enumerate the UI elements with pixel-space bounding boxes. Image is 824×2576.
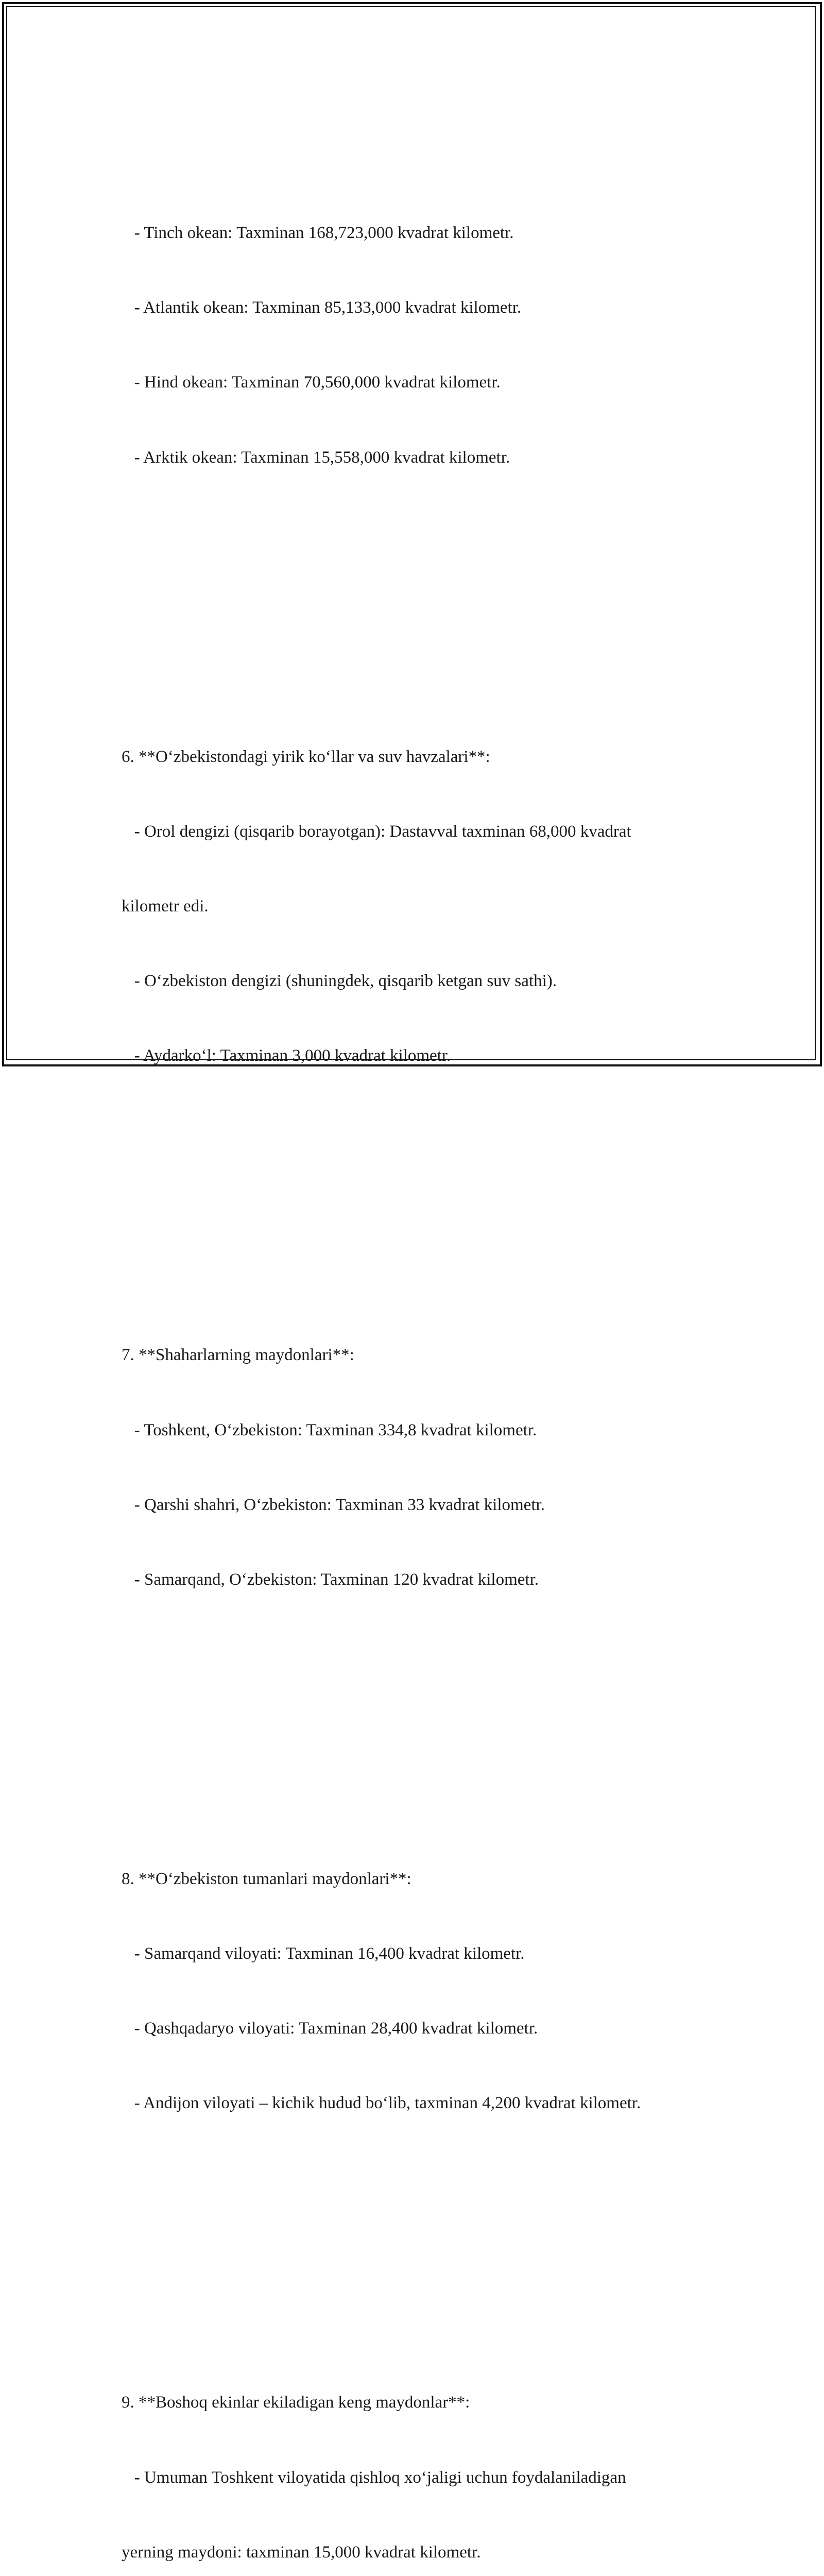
list-item: - Qashqadaryo viloyati: Taxminan 28,400 kvadrat kilometr. <box>122 2016 714 2041</box>
list-item: - Oʻzbekiston dengizi (shuningdek, qisqarib ketgan suv sathi). <box>122 969 714 993</box>
list-item-continuation: kilometr edi. <box>122 894 714 919</box>
list-item: - Andijon viloyati – kichik hudud boʻlib, taxminan 4,200 kvadrat kilometr. <box>122 2091 714 2115</box>
oceans-list <box>122 171 714 520</box>
section-9-fields <box>122 2341 714 2576</box>
list-item: - Tinch okean: Taxminan 168,723,000 kvadrat kilometr. <box>122 221 714 245</box>
section-heading: 7. **Shaharlarning maydonlari**: <box>122 1343 714 1367</box>
section-6-lakes <box>122 694 714 1118</box>
list-item: - Orol dengizi (qisqarib borayotgan): Dastavval taxminan 68,000 kvadrat <box>122 819 714 844</box>
list-item: - Samarqand viloyati: Taxminan 16,400 kvadrat kilometr. <box>122 1941 714 1966</box>
paragraph-gap <box>122 2215 714 2240</box>
section-8-regions <box>122 1817 714 2166</box>
section-heading: 9. **Boshoq ekinlar ekiladigan keng maydonlar**: <box>122 2390 714 2415</box>
paragraph-gap <box>122 570 714 595</box>
list-item-continuation: yerning maydoni: taxminan 15,000 kvadrat kilometr. <box>122 2540 714 2565</box>
list-item: - Umuman Toshkent viloyatida qishloq xoʻjaligi uchun foydalaniladigan <box>122 2465 714 2490</box>
section-7-cities <box>122 1293 714 1642</box>
list-item: - Atlantik okean: Taxminan 85,133,000 kvadrat kilometr. <box>122 295 714 320</box>
list-item: - Toshkent, Oʻzbekiston: Taxminan 334,8 kvadrat kilometr. <box>122 1418 714 1443</box>
list-item: - Arktik okean: Taxminan 15,558,000 kvadrat kilometr. <box>122 445 714 470</box>
paragraph-gap <box>122 1692 714 1717</box>
section-heading: 6. **Oʻzbekistondagi yirik koʻllar va suv havzalari**: <box>122 744 714 769</box>
paragraph-gap <box>122 1168 714 1193</box>
section-heading: 8. **Oʻzbekiston tumanlari maydonlari**: <box>122 1867 714 1891</box>
document-body <box>122 96 714 2576</box>
list-item: - Aydarkoʻl: Taxminan 3,000 kvadrat kilometr. <box>122 1043 714 1068</box>
list-item: - Hind okean: Taxminan 70,560,000 kvadrat kilometr. <box>122 370 714 395</box>
list-item: - Samarqand, Oʻzbekiston: Taxminan 120 kvadrat kilometr. <box>122 1567 714 1592</box>
list-item: - Qarshi shahri, Oʻzbekiston: Taxminan 33 kvadrat kilometr. <box>122 1493 714 1517</box>
